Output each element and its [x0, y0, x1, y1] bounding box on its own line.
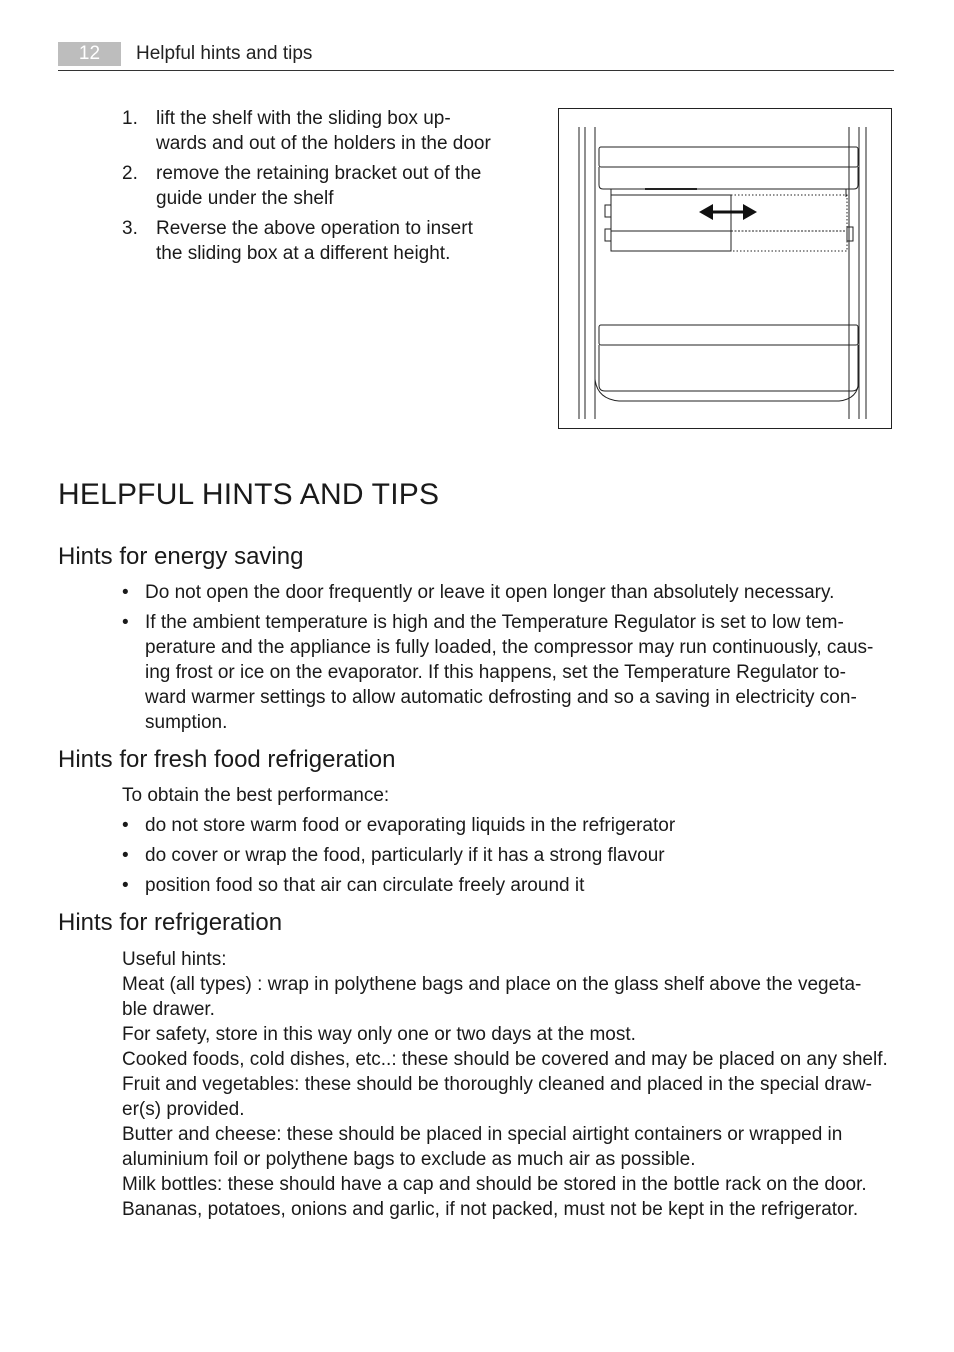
bullet-icon: • [122, 612, 129, 633]
step-number: 1. [122, 108, 138, 129]
fresh-food-list [122, 813, 897, 903]
step-item [122, 106, 522, 156]
refrigeration-heading: Hints for refrigeration [58, 909, 283, 936]
page-title: HELPFUL HINTS AND TIPS [58, 478, 440, 511]
sliding-box-illustration [558, 108, 892, 429]
energy-saving-heading: Hints for energy saving [58, 543, 304, 570]
list-item-line: perature and the appliance is fully loaded, the compressor may run continuously, caus- [145, 637, 874, 658]
list-item-line: If the ambient temperature is high and the Temperature Regulator is set to low tem- [145, 612, 844, 633]
hint-line: Cooked foods, cold dishes, etc..: these should be covered and may be placed on any shelf. [122, 1049, 888, 1070]
instruction-steps [122, 106, 522, 271]
hint-line: Meat (all types) : wrap in polythene bags and place on the glass shelf above the vegeta- [122, 974, 862, 995]
step-line: the sliding box at a different height. [156, 243, 451, 264]
step-line: remove the retaining bracket out of the [156, 163, 482, 184]
hint-line: For safety, store in this way only one or two days at the most. [122, 1024, 636, 1045]
list-item [122, 813, 897, 838]
hint-line: Milk bottles: these should have a cap and should be stored in the bottle rack on the door. [122, 1174, 867, 1195]
step-number: 3. [122, 218, 138, 239]
hint-line: Fruit and vegetables: these should be thoroughly cleaned and placed in the special draw- [122, 1074, 872, 1095]
list-item [122, 873, 897, 898]
energy-saving-list [122, 580, 897, 740]
refrigeration-hints [122, 947, 902, 1222]
step-item [122, 161, 522, 211]
list-item-text: do not store warm food or evaporating liquids in the refrigerator [145, 815, 676, 836]
list-item-line: sumption. [145, 712, 228, 733]
step-line: wards and out of the holders in the door [156, 133, 491, 154]
page-header [58, 40, 894, 71]
page-number: 12 [58, 42, 121, 66]
list-item-line: Do not open the door frequently or leave it open longer than absolutely necessary. [145, 582, 835, 603]
bullet-icon: • [122, 582, 129, 603]
hint-line: Butter and cheese: these should be placed in special airtight containers or wrapped in [122, 1124, 843, 1145]
hint-line: ble drawer. [122, 999, 215, 1020]
list-item [122, 843, 897, 868]
step-number: 2. [122, 163, 138, 184]
bullet-icon: • [122, 875, 129, 896]
list-item-line: ing frost or ice on the evaporator. If this happens, set the Temperature Regulator to- [145, 662, 846, 683]
step-line: lift the shelf with the sliding box up- [156, 108, 451, 129]
step-item [122, 216, 522, 266]
hint-line: Bananas, potatoes, onions and garlic, if not packed, must not be kept in the refrigerator. [122, 1199, 859, 1220]
hint-line: aluminium foil or polythene bags to exclude as much air as possible. [122, 1149, 696, 1170]
bullet-icon: • [122, 815, 129, 836]
double-arrow-icon [699, 204, 757, 220]
running-title: Helpful hints and tips [136, 43, 313, 64]
list-item [122, 610, 897, 735]
fridge-door-drawing [559, 109, 891, 428]
list-item-text: position food so that air can circulate freely around it [145, 875, 585, 896]
list-item-line: ward warmer settings to allow automatic defrosting and so a saving in electricity con- [145, 687, 857, 708]
hint-line: er(s) provided. [122, 1099, 245, 1120]
bullet-icon: • [122, 845, 129, 866]
step-line: Reverse the above operation to insert [156, 218, 473, 239]
list-item-text: do cover or wrap the food, particularly if it has a strong flavour [145, 845, 665, 866]
hint-line: Useful hints: [122, 949, 227, 970]
fresh-food-heading: Hints for fresh food refrigeration [58, 746, 396, 773]
step-line: guide under the shelf [156, 188, 334, 209]
list-item [122, 580, 897, 605]
fresh-food-intro: To obtain the best performance: [122, 785, 390, 806]
